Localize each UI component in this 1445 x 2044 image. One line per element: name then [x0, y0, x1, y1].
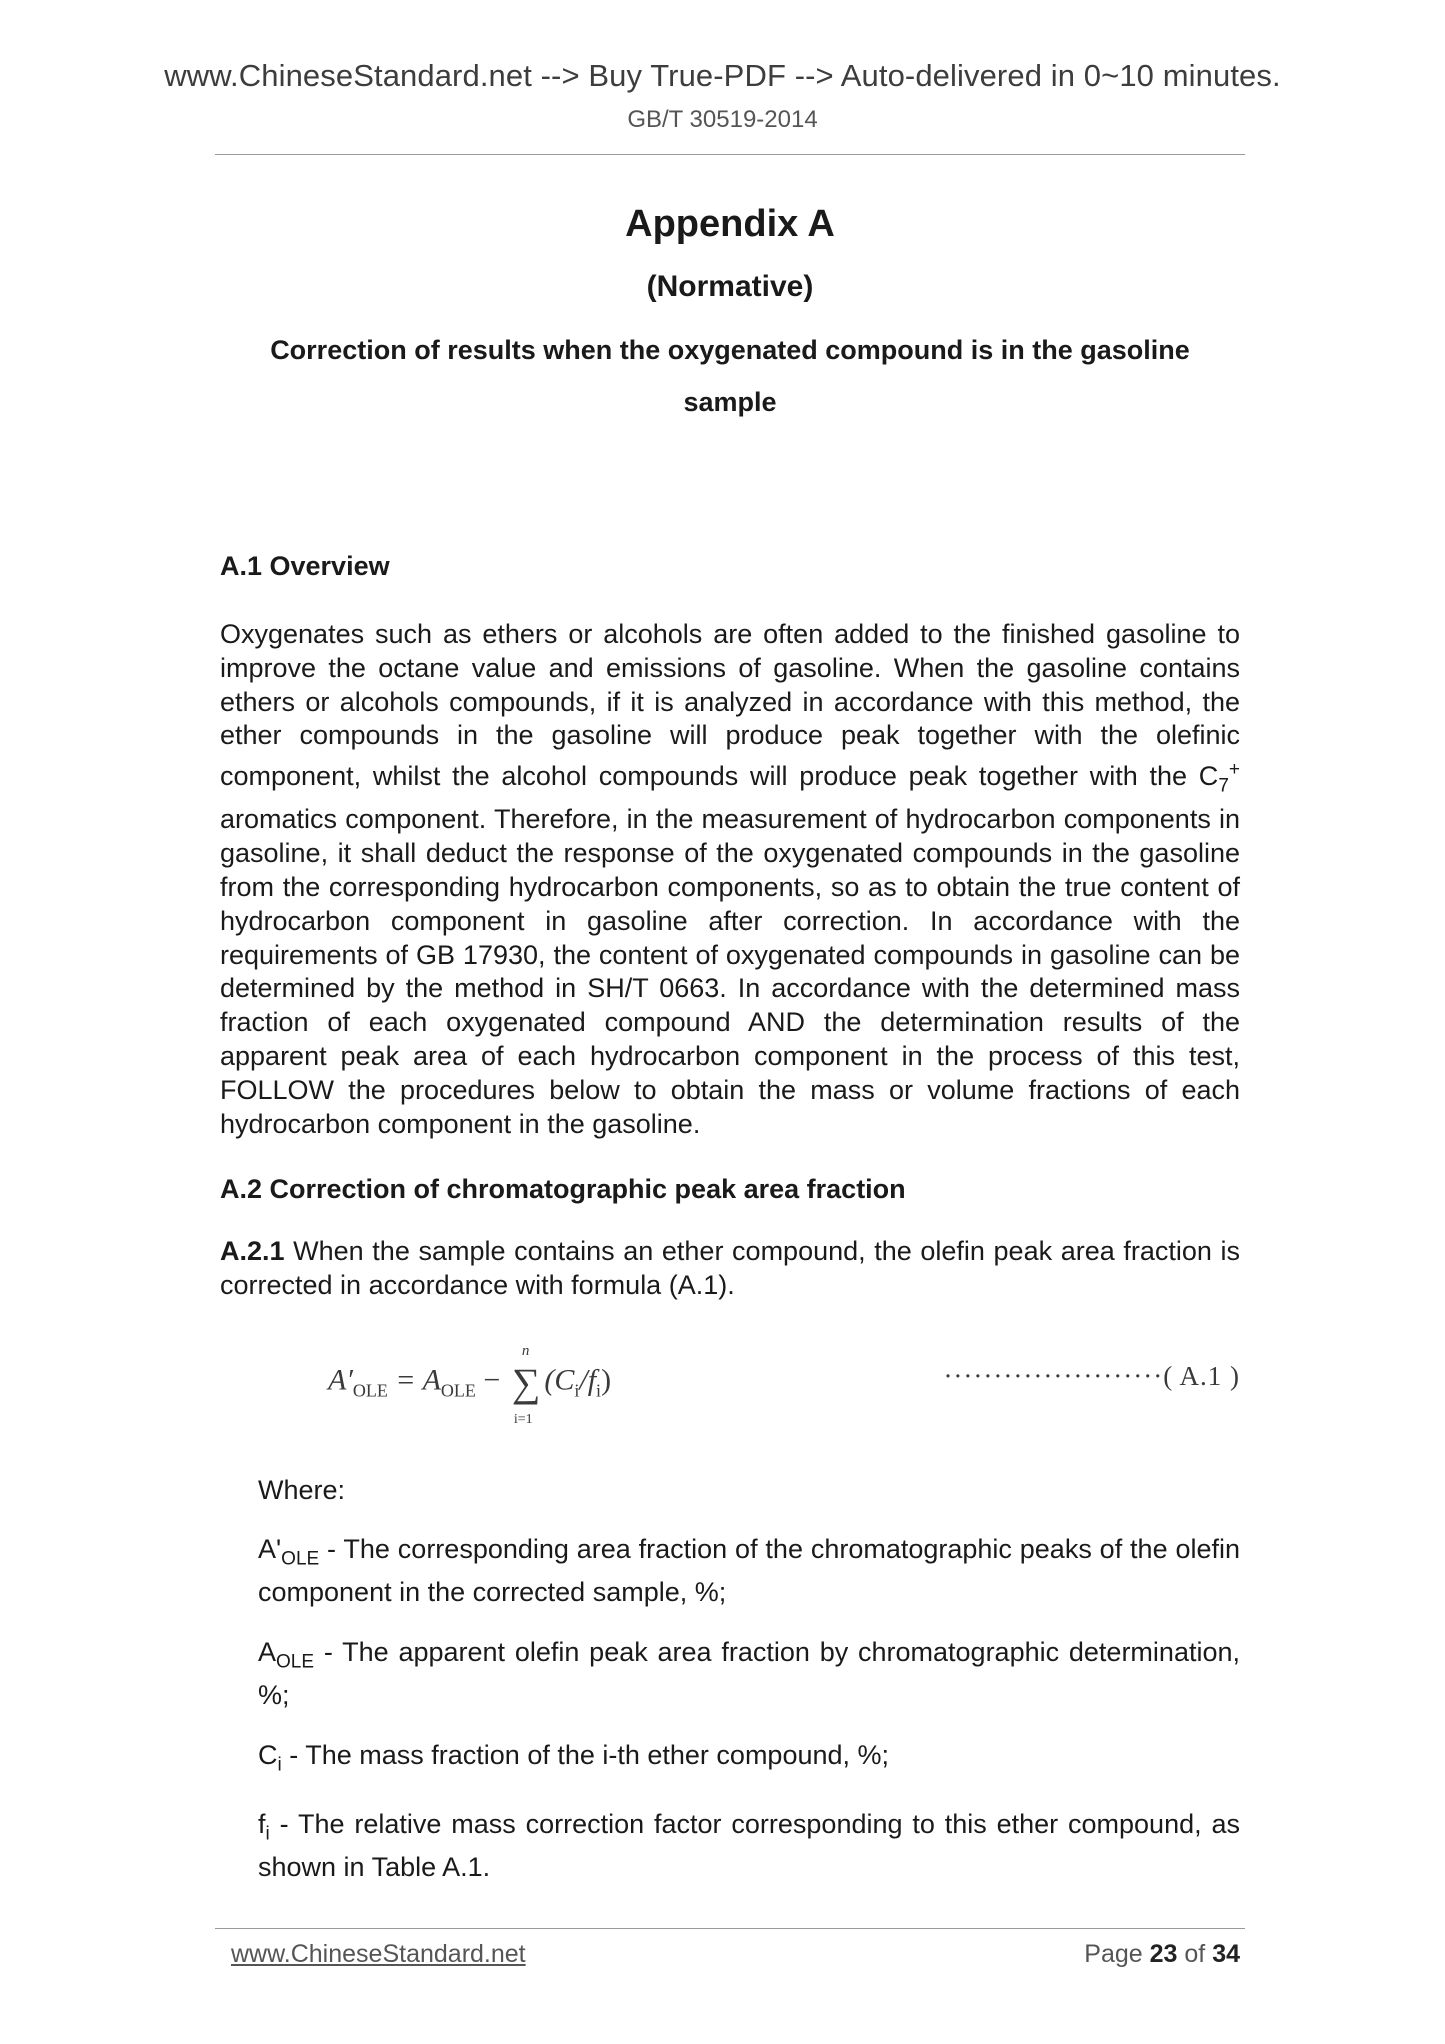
formula-term-end: ): [601, 1363, 612, 1397]
def-text: - The relative mass correction factor corresponding to this ether compound, as shown in Table A.1.: [258, 1809, 1240, 1883]
page-total: 34: [1212, 1940, 1240, 1968]
formula-minus: −: [475, 1363, 508, 1397]
def-symbol: f: [258, 1809, 266, 1840]
definition-a-ole-corrected: [258, 1533, 1240, 1610]
formula-eq: = A: [387, 1363, 441, 1397]
def-symbol-sub: i: [265, 1823, 270, 1845]
formula-lhs: A′: [328, 1363, 353, 1397]
definition-ci: [258, 1739, 1240, 1782]
a1-text-part1: Oxygenates such as ethers or alcohols are often added to the finished gasoline to improve the octane value and emissions of gasoline. When the gasoline contains ethers or alcohols compounds, if it is analyzed in accordance with this method, the ether compounds in the gasoline will produce peak together with the olefinic component, whilst the alcohol compounds will produce peak together with the C: [220, 619, 1240, 792]
footer-site-link[interactable]: www.ChineseStandard.net: [231, 1940, 526, 1968]
def-text: - The mass fraction of the i-th ether compound, %;: [281, 1739, 890, 1770]
definition-fi: [258, 1808, 1240, 1885]
def-text: - The corresponding area fraction of the chromatographic peaks of the olefin component in the corrected sample, %;: [258, 1533, 1240, 1608]
section-a2-heading: A.2 Correction of chromatographic peak area fraction: [220, 1174, 906, 1205]
sum-upper-limit: n: [521, 1342, 530, 1359]
formula-term-i: i: [574, 1380, 580, 1401]
page-number: 23: [1149, 1940, 1178, 1968]
section-a1-paragraph: [220, 618, 1240, 1141]
appendix-subtitle: (Normative): [646, 270, 814, 303]
header-divider: [215, 154, 1245, 155]
formula-term: (C: [544, 1363, 575, 1397]
formula-term-mid: /f: [579, 1363, 597, 1397]
def-symbol-sub: OLE: [276, 1651, 315, 1673]
section-a21-paragraph: [220, 1235, 1240, 1303]
summation-symbol: [511, 1342, 541, 1427]
def-symbol-sub: OLE: [281, 1548, 320, 1570]
def-symbol: A': [258, 1533, 282, 1564]
footer-divider: [215, 1928, 1245, 1929]
of-word: of: [1177, 1940, 1213, 1968]
sum-lower-limit: i=1: [513, 1411, 533, 1427]
where-label: Where:: [258, 1474, 346, 1505]
page-indicator: [1084, 1940, 1240, 1969]
appendix-title: Appendix A: [625, 203, 835, 245]
def-symbol-sub: i: [277, 1754, 282, 1776]
formula-number: ······················( A.1 ): [943, 1360, 1240, 1391]
formula-term-i2: i: [596, 1380, 602, 1401]
def-text: - The apparent olefin peak area fraction by chromatographic determination, %;: [258, 1636, 1240, 1711]
a21-text: When the sample contains an ether compound, the olefin peak area fraction is corrected in accordance with formula (A.1).: [220, 1236, 1240, 1301]
sum-glyph: ∑: [511, 1359, 541, 1405]
site-banner[interactable]: www.ChineseStandard.net --> Buy True-PDF --> Auto-delivered in 0~10 minutes.: [164, 58, 1281, 93]
a1-superscript: +: [1228, 759, 1240, 781]
definition-a-ole: [258, 1636, 1240, 1713]
def-symbol: C: [258, 1739, 278, 1770]
a1-text-part2: aromatics component. Therefore, in the measurement of hydrocarbon components in gasoline, it shall deduct the response of the oxygenated compounds in the gasoline from the corresponding hydrocarbon components, so as to obtain the true content of hydrocarbon component in gasoline after correction. In accordance with the requirements of GB 17930, the content of oxygenated compounds in gasoline can be determined by the method in SH/T 0663. In accordance with the determined mass fraction of each oxygenated compound AND the determination results of the apparent peak area of each hydrocarbon component in the process of this test, FOLLOW the procedures below to obtain the mass or volume fractions of each hydrocarbon component in the gasoline.: [220, 804, 1240, 1139]
formula-rhs-sub: OLE: [440, 1380, 476, 1401]
a1-subscript: 7: [1218, 775, 1229, 797]
formula-expression: [328, 1342, 612, 1427]
page-word: Page: [1084, 1940, 1150, 1968]
a21-label: A.2.1: [220, 1236, 285, 1267]
appendix-caption: Correction of results when the oxygenated compound is in the gasoline sample: [270, 335, 1190, 417]
page-content: [220, 196, 1240, 1885]
section-a1-heading: A.1 Overview: [220, 551, 390, 581]
formula-a1: [220, 1333, 1240, 1453]
where-block: [258, 1473, 1240, 1885]
def-symbol: A: [258, 1636, 277, 1667]
formula-lhs-sub: OLE: [352, 1380, 388, 1401]
document-id: GB/T 30519-2014: [627, 106, 818, 133]
